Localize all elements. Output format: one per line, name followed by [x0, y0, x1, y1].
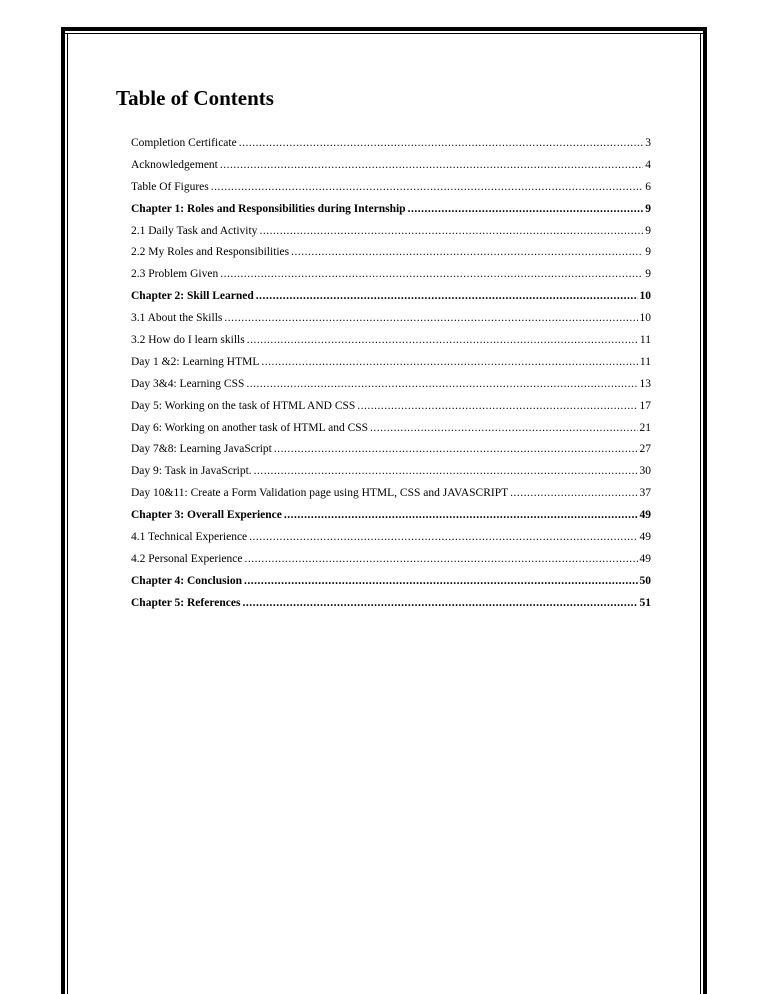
toc-entry-title: 3.1 About the Skills: [131, 312, 223, 325]
toc-entry[interactable]: [131, 312, 651, 334]
page-border-left-inner: [67, 33, 68, 994]
toc-entry-page-number: 50: [639, 574, 651, 587]
toc-entry-page-number: 49: [639, 509, 651, 522]
toc-entry[interactable]: [131, 531, 651, 553]
toc-entry-title: Day 7&8: Learning JavaScript: [131, 443, 272, 456]
page-border-top-inner: [64, 33, 704, 34]
toc-entry-title: Completion Certificate: [131, 137, 237, 149]
toc-dot-leader: [211, 181, 643, 193]
toc-entry-title: Chapter 4: Conclusion: [131, 574, 242, 587]
toc-entry-page-number: 17: [639, 399, 651, 412]
toc-entry[interactable]: [131, 443, 651, 465]
toc-entry-page-number: 4: [645, 158, 651, 171]
toc-dot-leader: [510, 487, 637, 499]
toc-dot-leader: [244, 553, 637, 565]
toc-entry[interactable]: [131, 246, 651, 268]
toc-entry-title: Day 5: Working on the task of HTML AND CSS: [131, 399, 356, 412]
toc-entry[interactable]: [131, 181, 651, 203]
toc-entry-page-number: 3: [645, 137, 651, 149]
toc-entry-page-number: 27: [639, 443, 651, 456]
toc-entry-title: Chapter 3: Overall Experience: [131, 509, 282, 522]
toc-entry-title: 2.3 Problem Given: [131, 268, 219, 281]
toc-entry-page-number: 11: [639, 334, 651, 347]
toc-entry[interactable]: [131, 334, 651, 356]
toc-entry-title: Day 9: Task in JavaScript.: [131, 465, 252, 478]
toc-entry[interactable]: [131, 487, 651, 509]
toc-dot-leader: [220, 159, 643, 171]
toc-dot-leader: [259, 225, 643, 237]
toc-entry-title: Table Of Figures: [131, 180, 209, 193]
toc-entry-title: 4.2 Personal Experience: [131, 552, 243, 565]
toc-dot-leader: [247, 334, 638, 346]
toc-entry-title: Day 10&11: Create a Form Validation page using HTML, CSS and JAVASCRIPT: [131, 487, 509, 500]
toc-entry[interactable]: [131, 356, 651, 378]
page-border-top: [61, 27, 707, 31]
toc-dot-leader: [291, 246, 643, 258]
toc-dot-leader: [408, 203, 644, 215]
toc-dot-leader: [224, 312, 637, 324]
toc-entry-title: Chapter 2: Skill Learned: [131, 290, 254, 303]
toc-entry[interactable]: [131, 553, 651, 575]
toc-entry[interactable]: [131, 225, 651, 247]
toc-dot-leader: [244, 575, 638, 587]
toc-entry-page-number: 6: [645, 180, 651, 193]
toc-entry-page-number: 37: [639, 487, 651, 500]
toc-entry-title: 2.1 Daily Task and Activity: [131, 224, 258, 237]
toc-dot-leader: [239, 137, 644, 149]
toc-entry-page-number: 11: [639, 355, 651, 368]
toc-entry[interactable]: [131, 509, 651, 531]
toc-dot-leader: [254, 465, 638, 477]
toc-entry-title: 3.2 How do I learn skills: [131, 334, 245, 347]
toc-entry-title: Chapter 5: References: [131, 596, 241, 609]
toc-dot-leader: [242, 597, 637, 609]
toc-entry-page-number: 51: [639, 596, 651, 609]
toc-entry-page-number: 9: [645, 246, 651, 259]
toc-entry[interactable]: [131, 268, 651, 290]
page-border-left: [61, 27, 65, 994]
toc-entry-page-number: 30: [639, 465, 651, 478]
toc-entry-page-number: 49: [639, 552, 651, 565]
toc-entry[interactable]: [131, 597, 651, 619]
toc-entry[interactable]: [131, 465, 651, 487]
toc-entry[interactable]: [131, 137, 651, 159]
toc-dot-leader: [274, 443, 638, 455]
toc-entry[interactable]: [131, 378, 651, 400]
toc-entry[interactable]: [131, 422, 651, 444]
toc-entry-page-number: 10: [639, 312, 651, 325]
toc-entry[interactable]: [131, 203, 651, 225]
toc-entry[interactable]: [131, 290, 651, 312]
page-border-right-inner: [700, 33, 701, 994]
toc-dot-leader: [220, 268, 643, 280]
toc-dot-leader: [370, 422, 637, 434]
toc-entry-title: 2.2 My Roles and Responsibilities: [131, 246, 290, 259]
toc-entry-page-number: 9: [645, 224, 651, 237]
table-of-contents: [131, 137, 651, 619]
toc-entry-page-number: 13: [639, 377, 651, 390]
toc-entry-title: Acknowledgement: [131, 158, 218, 171]
toc-dot-leader: [357, 400, 637, 412]
toc-entry[interactable]: [131, 159, 651, 181]
toc-entry-page-number: 21: [639, 421, 651, 434]
page-border-right: [703, 27, 707, 994]
page-title: Table of Contents: [116, 86, 274, 110]
toc-dot-leader: [256, 290, 638, 302]
toc-entry-page-number: 9: [645, 202, 651, 215]
toc-dot-leader: [246, 378, 637, 390]
toc-entry-title: 4.1 Technical Experience: [131, 531, 248, 544]
toc-entry-title: Chapter 1: Roles and Responsibilities during Internship: [131, 202, 406, 215]
toc-dot-leader: [284, 509, 638, 521]
toc-entry-title: Day 3&4: Learning CSS: [131, 377, 245, 390]
toc-entry-title: Day 1 &2: Learning HTML: [131, 355, 260, 368]
toc-entry-page-number: 9: [645, 268, 651, 281]
toc-entry[interactable]: [131, 400, 651, 422]
toc-entry-page-number: 10: [639, 290, 651, 303]
toc-entry-title: Day 6: Working on another task of HTML and CSS: [131, 421, 369, 434]
toc-entry-page-number: 49: [639, 531, 651, 544]
toc-dot-leader: [261, 356, 638, 368]
toc-entry[interactable]: [131, 575, 651, 597]
toc-dot-leader: [249, 531, 637, 543]
